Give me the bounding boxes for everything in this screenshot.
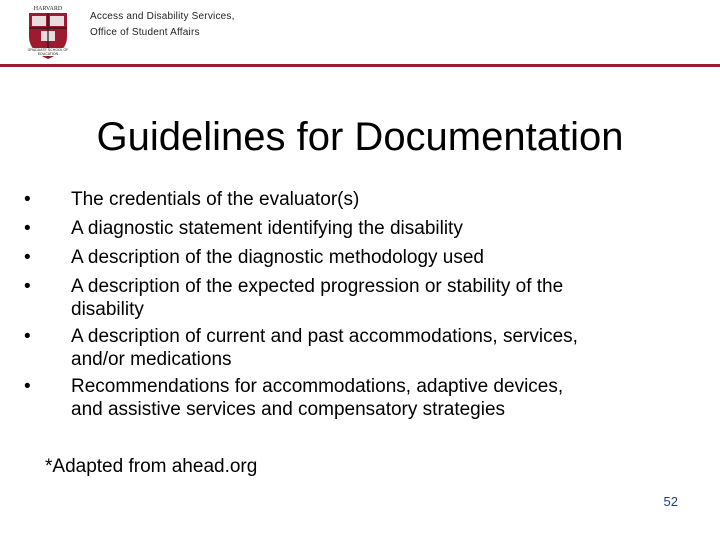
- bullet-dot: •: [24, 376, 31, 397]
- slide-title: Guidelines for Documentation: [96, 115, 624, 159]
- logo-subtext: GRADUATE SCHOOL OF EDUCATION: [18, 48, 78, 56]
- bullet-text-continued: and/or medications: [71, 349, 232, 370]
- bullet-text: A description of the expected progression or stability of the: [71, 276, 564, 297]
- org-name: [90, 9, 235, 41]
- list-item: [24, 372, 704, 422]
- bullet-dot: •: [24, 276, 31, 297]
- bullet-list: [24, 185, 704, 422]
- bullet-dot: •: [24, 189, 31, 210]
- bullet-text-continued: and assistive services and compensatory strategies: [71, 399, 506, 420]
- bullet-text: A diagnostic statement identifying the disability: [71, 218, 463, 239]
- list-item: [24, 185, 704, 214]
- logo-wordmark: HARVARD: [33, 6, 63, 12]
- bullet-dot: •: [24, 218, 31, 239]
- source-footnote: *Adapted from ahead.org: [45, 456, 258, 477]
- header-rule: [0, 64, 720, 67]
- harvard-logo: [22, 4, 74, 62]
- bullet-dot: •: [24, 326, 31, 347]
- bullet-text: Recommendations for accommodations, adaptive devices,: [71, 376, 564, 397]
- list-item: [24, 243, 704, 272]
- page-number: 52: [663, 494, 678, 509]
- bullet-text-continued: disability: [71, 299, 144, 320]
- org-line-1: Access and Disability Services,: [90, 11, 235, 22]
- bullet-text: A description of current and past accommodations, services,: [71, 326, 578, 347]
- bullet-dot: •: [24, 247, 31, 268]
- list-item: [24, 272, 704, 322]
- list-item: [24, 322, 704, 372]
- bullet-text: The credentials of the evaluator(s): [71, 189, 360, 210]
- slide-header: [0, 0, 720, 68]
- bullet-text: A description of the diagnostic methodology used: [71, 247, 484, 268]
- org-line-2: Office of Student Affairs: [90, 27, 200, 38]
- list-item: [24, 214, 704, 243]
